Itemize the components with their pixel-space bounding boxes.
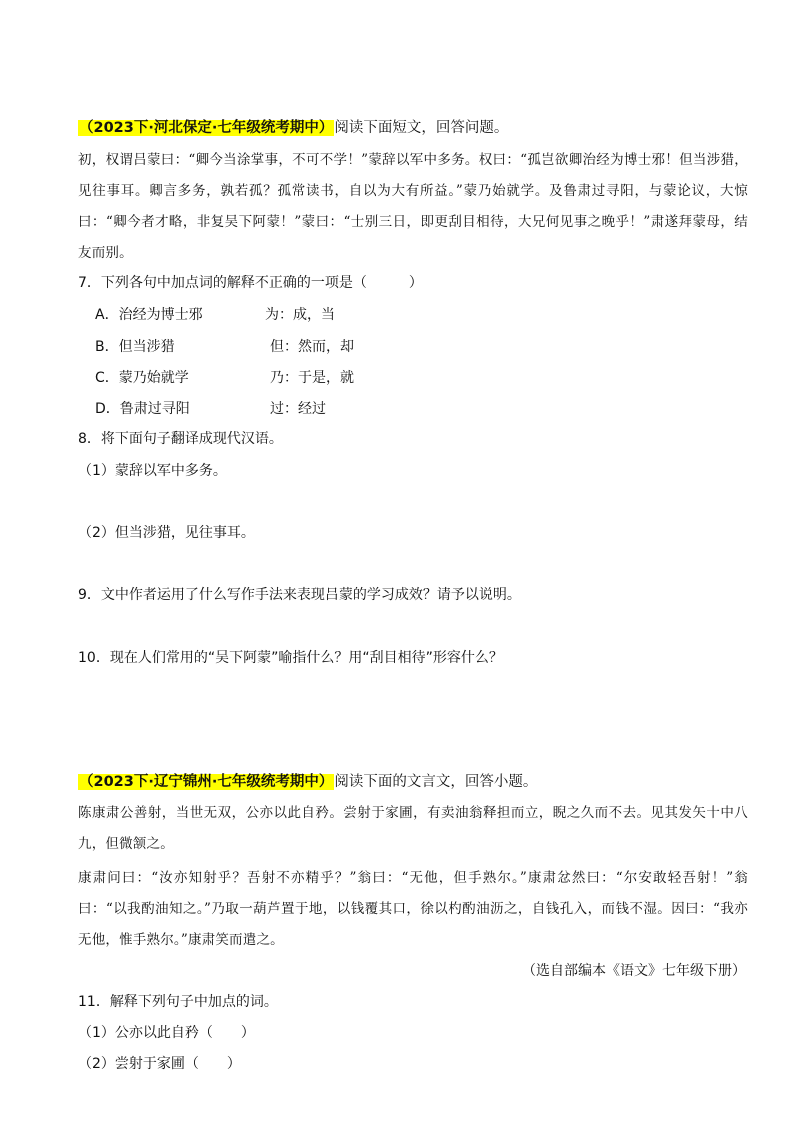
- option-text: D．鲁肃过寻阳: [95, 401, 190, 417]
- instruction-text: 阅读下面的文言文，回答小题。: [334, 774, 538, 790]
- option-explanation: 乃：于是，就: [270, 370, 354, 386]
- passage-paragraph-1: 陈康肃公善射，当世无双，公亦以此自矜。尝射于家圃，有卖油翁释担而立，睨之久而不去。见其发矢十中八九，但微颔之。: [78, 805, 748, 852]
- question-8-sub2: （2）但当涉猎，见往事耳。: [78, 525, 255, 541]
- option-explanation: 过：经过: [270, 401, 326, 417]
- question-8-stem: 8．将下面句子翻译成现代汉语。: [78, 431, 283, 447]
- instruction-text: 阅读下面短文，回答问题。: [334, 120, 509, 136]
- option-c: [95, 367, 695, 387]
- question-11-sub2: （2）尝射于家圃（ ）: [78, 1056, 241, 1072]
- option-a: [95, 304, 695, 324]
- question-7-stem: 7．下列各句中加点词的解释不正确的一项是（ ）: [78, 275, 423, 291]
- source-tag: （2023下·河北保定·七年级统考期中）: [79, 120, 334, 136]
- option-text: C．蒙乃始就学: [95, 370, 189, 386]
- source-citation: （选自部编本《语文》七年级下册）: [522, 963, 746, 979]
- question-11-stem: 11．解释下列句子中加点的词。: [78, 994, 278, 1010]
- question-11-sub1: （1）公亦以此自矜（ ）: [78, 1025, 255, 1041]
- question-8-sub1: （1）蒙辞以军中多务。: [78, 463, 227, 479]
- passage-text: 初，权谓吕蒙曰：“卿今当涂掌事，不可不学！”蒙辞以军中多务。权曰：“孤岂欲卿治经为博士邪！但当涉猎，见往事耳。卿言多务，孰若孤？孤常读书，自以为大有所益。”蒙乃始就学。及鲁肃过寻阳，与蒙论议，大惊曰：“卿今者才略，非复吴下阿蒙！”蒙曰：“士别三日，即更刮目相待，大兄何见事之晚乎！”肃遂拜蒙母，结友而别。: [78, 152, 748, 261]
- option-explanation: 为：成，当: [265, 307, 335, 323]
- option-d: [95, 398, 695, 418]
- option-text: A．治经为博士邪: [95, 307, 203, 323]
- source-tag: （2023下·辽宁锦州·七年级统考期中）: [79, 774, 334, 790]
- option-b: [95, 336, 695, 356]
- passage-paragraph-2: 康肃问曰：“汝亦知射乎？吾射不亦精乎？”翁曰：“无他，但手熟尔。”康肃忿然曰：“尔安敢轻吾射！”翁曰：“以我酌油知之。”乃取一葫芦置于地，以钱覆其口，徐以杓酌油沥之，自钱孔入，而钱不湿。因曰：“我亦无他，惟手熟尔。”康肃笑而遣之。: [78, 870, 748, 948]
- section2-header: [78, 772, 748, 792]
- section1-header: [78, 118, 748, 138]
- question-10: 10．现在人们常用的“吴下阿蒙”喻指什么？用“刮目相待”形容什么？: [78, 650, 503, 666]
- option-text: B．但当涉猎: [95, 339, 175, 355]
- option-explanation: 但：然而，却: [270, 339, 354, 355]
- question-9: 9．文中作者运用了什么写作手法来表现吕蒙的学习成效？请予以说明。: [78, 587, 521, 603]
